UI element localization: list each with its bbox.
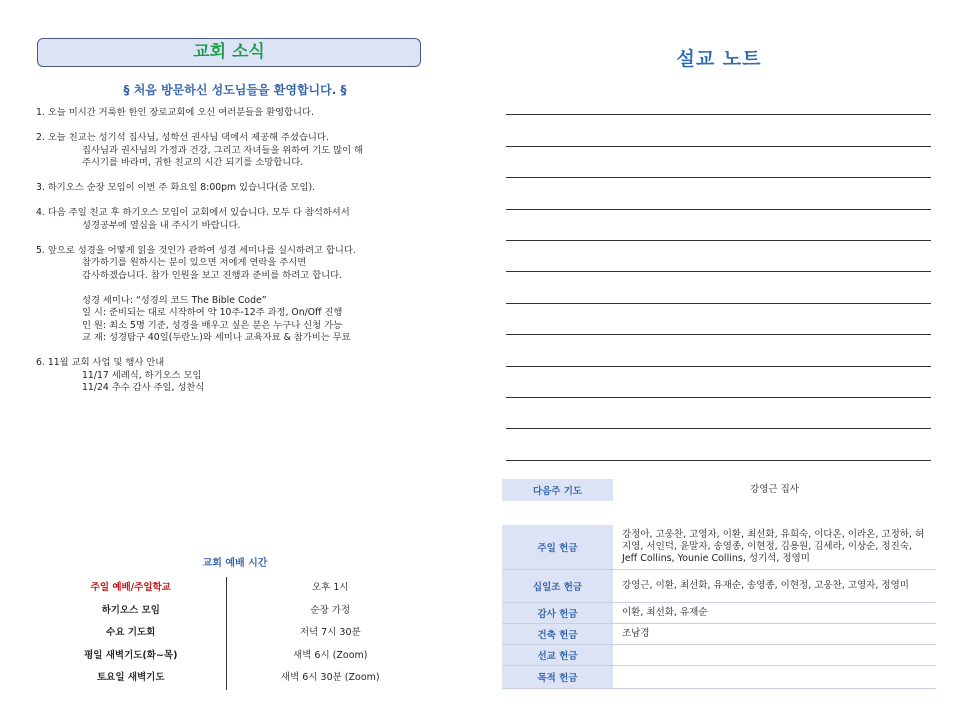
notice-line: 3. 하기오스 순장 모임이 이번 주 화요일 8:00pm 있습니다(줌 모임).	[36, 182, 316, 193]
note-line	[506, 178, 931, 209]
schedule-label: 주일 예배/주일학교	[36, 577, 227, 600]
schedule-value: 순장 가정	[310, 604, 351, 616]
notice-line: 1. 오늘 미시간 거룩한 한인 장로교회에 오신 여러분들을 환영합니다.	[36, 107, 314, 118]
offering-label: 목적 헌금	[502, 666, 613, 688]
note-line	[506, 210, 931, 241]
offering-table	[502, 525, 936, 689]
note-line	[506, 304, 931, 335]
notice-line: 5. 앞으로 성경을 어떻게 읽을 것인가 관하여 성경 세미나를 실시하려고 합니다.	[36, 244, 356, 256]
note-line	[506, 147, 931, 178]
sermon-notes-panel	[502, 38, 936, 708]
schedule-value: 오후 1시	[311, 582, 349, 593]
sermon-notes-title: 설교 노트	[676, 48, 762, 70]
offering-row	[502, 570, 936, 603]
notice-detail-line: 성경 세미나: “성경의 코드 The Bible Code”	[82, 294, 267, 306]
next-prayer-label: 다음주 기도	[502, 479, 613, 501]
welcome-message: § 처음 방문하신 성도님들을 환영합니다. §	[123, 83, 347, 97]
offering-label: 감사 헌금	[502, 603, 613, 623]
offering-label: 선교 헌금	[502, 645, 613, 665]
schedule-label: 평일 새벽기도(화~목)	[36, 645, 227, 668]
offering-names: 강정아, 고웅찬, 고영자, 이환, 최선화, 유희숙, 이다온, 이라온, 고정하, 허지영, 서인덕, 윤말자, 송영종, 이현정, 김용원, 김세라, 이상순, 정진숙, Jeff Collins, Younie Collins, 성기석, 정영미	[622, 529, 925, 564]
notice-detail-line: 감사하겠습니다. 참가 인원을 보고 진행과 준비를 하려고 합니다.	[82, 269, 343, 281]
note-line	[506, 367, 931, 398]
notice-line: 6. 11월 교회 사업 및 행사 안내	[36, 357, 165, 368]
offering-row	[502, 624, 936, 645]
schedule-label: 하기오스 모임	[36, 600, 227, 623]
notice-detail-line: 11/17 세례식, 하기오스 모임	[82, 369, 202, 381]
note-line	[506, 115, 931, 146]
schedule-row	[36, 667, 434, 690]
notice-detail-line: 집사님과 권사님의 가정과 건강, 그리고 자녀들을 위하여 기도 많이 해	[82, 144, 364, 156]
note-line	[506, 335, 931, 366]
offering-row	[502, 645, 936, 666]
offering-label: 건축 헌금	[502, 624, 613, 644]
note-line	[506, 272, 931, 303]
offering-names: 강영근, 이환, 최선화, 유재순, 송영종, 이현정, 고웅찬, 고영자, 정영미	[622, 580, 909, 591]
offering-names	[613, 666, 936, 688]
notice-detail-line: 인 원: 최소 5명 기준, 성경을 배우고 싶은 분은 누구나 신청 가능	[82, 319, 343, 331]
next-prayer-value: 강영근 집사	[750, 484, 799, 495]
schedule-row	[36, 645, 434, 668]
notice-item	[36, 107, 434, 120]
note-lines	[502, 84, 936, 461]
offering-row	[502, 666, 936, 689]
notice-item	[36, 132, 434, 170]
next-prayer	[502, 479, 936, 501]
schedule-row	[36, 600, 434, 623]
note-line	[506, 241, 931, 272]
notice-item	[36, 295, 434, 345]
schedule-title: 교회 예배 시간	[202, 558, 268, 569]
notice-line: 2. 오늘 친교는 성기석 집사님, 성학선 권사님 댁에서 제공해 주셨습니다.	[36, 132, 329, 143]
notice-item	[36, 357, 434, 395]
notice-detail-line: 성경공부에 열심을 내 주시기 바랍니다.	[82, 219, 241, 231]
offering-row	[502, 525, 936, 570]
church-news-panel	[36, 38, 434, 708]
schedule-row	[36, 622, 434, 645]
worship-schedule	[36, 554, 434, 690]
schedule-value: 새벽 6시 (Zoom)	[293, 649, 368, 661]
notice-detail-line: 참가하기를 원하시는 분이 있으면 저에게 연락을 주시면	[82, 257, 307, 268]
note-line	[506, 429, 931, 460]
notice-detail-line: 주시기를 바라며, 귀한 친교의 시간 되기를 소망합니다.	[82, 157, 304, 168]
news-title: 교회 소식	[37, 38, 421, 67]
notice-item	[36, 245, 434, 283]
offering-names	[613, 645, 936, 665]
notice-line: 4. 다음 주일 친교 후 하기오스 모임이 교회에서 있습니다. 모두 다 참석하셔서	[36, 207, 350, 218]
notice-list	[36, 107, 434, 395]
notice-detail-line: 11/24 추수 감사 주일, 성찬식	[82, 382, 205, 393]
note-line	[506, 84, 931, 115]
offering-row	[502, 603, 936, 624]
notice-item	[36, 182, 434, 195]
schedule-value: 저녁 7시 30분	[299, 627, 361, 638]
notice-item	[36, 207, 434, 232]
note-line	[506, 398, 931, 429]
notice-detail-line: 일 시: 준비되는 대로 시작하여 약 10주-12주 과정, On/Off 진행	[82, 307, 343, 318]
offering-names: 조남경	[622, 628, 650, 639]
offering-names: 이환, 최선화, 유재순	[622, 607, 708, 618]
schedule-label: 토요일 새벽기도	[36, 667, 227, 690]
schedule-row	[36, 577, 434, 600]
notice-detail-line: 교 재: 성경탐구 40일(두란노)와 세미나 교육자료 & 참가비는 무료	[82, 332, 351, 343]
offering-label: 주일 헌금	[502, 525, 613, 569]
schedule-value: 새벽 6시 30분 (Zoom)	[280, 672, 380, 683]
next-prayer-row	[502, 479, 936, 501]
offering-label: 십일조 헌금	[502, 570, 613, 602]
schedule-label: 수요 기도회	[36, 622, 227, 645]
